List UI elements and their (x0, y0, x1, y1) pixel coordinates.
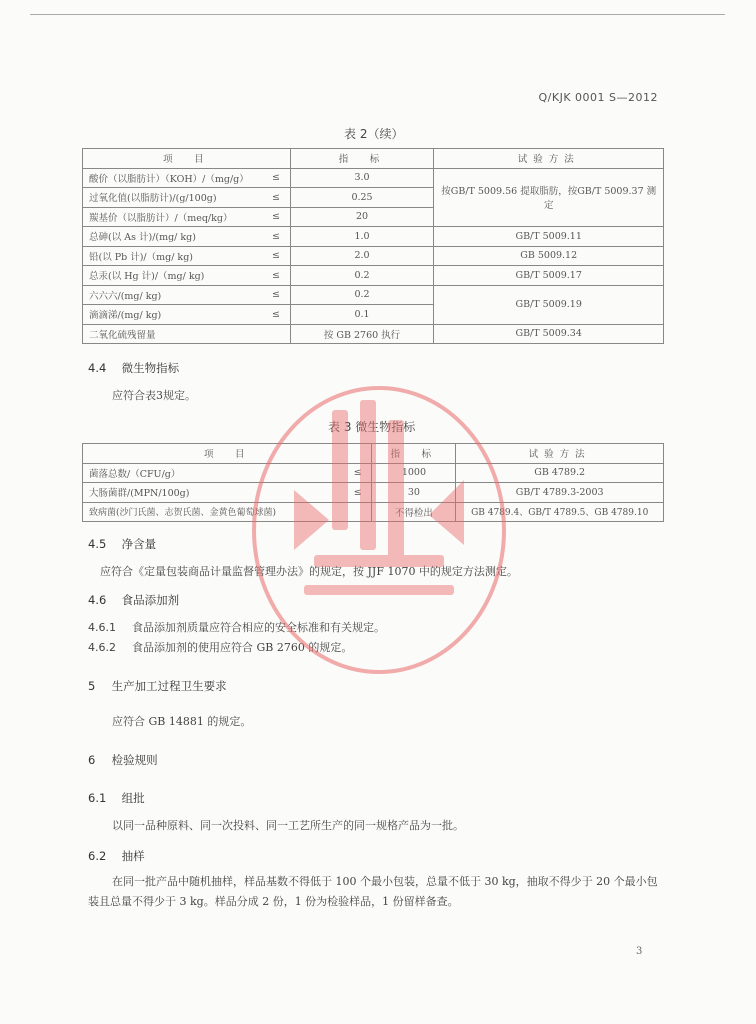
section-title: 组批 (121, 791, 145, 805)
cell-value: 不得检出 (372, 502, 456, 522)
table-row (83, 483, 664, 503)
cell-method: GB/T 5009.19 (434, 285, 664, 324)
section-title: 生产加工过程卫生要求 (111, 679, 227, 693)
table-row (83, 285, 664, 305)
table2-header-method: 试验方法 (434, 149, 664, 169)
section-text: 食品添加剂的使用应符合 GB 2760 的规定。 (132, 641, 353, 654)
cell-le: ≤ (262, 207, 290, 227)
section-number: 4.6.2 (88, 641, 116, 654)
table-row (83, 502, 664, 522)
table3-header-row (83, 444, 664, 464)
cell-value: 按 GB 2760 执行 (290, 324, 434, 344)
section-title: 净含量 (121, 537, 157, 551)
cell-item: 总汞(以 Hg 计)/（mg/ kg) (83, 266, 263, 286)
section-6-2-heading (88, 848, 145, 864)
cell-value: 0.25 (290, 188, 434, 208)
cell-le: ≤ (262, 168, 290, 188)
section-title: 检验规则 (111, 753, 158, 767)
cell-value: 0.1 (290, 305, 434, 325)
cell-value: 30 (372, 483, 456, 503)
cell-value: 2.0 (290, 246, 434, 266)
cell-item: 酸价（以脂肪计）（KOH）/（mg/g） (83, 168, 263, 188)
section-6-1-text: 以同一品种原料、同一次投料、同一工艺所生产的同一规格产品为一批。 (112, 819, 464, 832)
cell-le: ≤ (344, 463, 372, 483)
table-row (83, 227, 664, 247)
table-row (83, 463, 664, 483)
cell-method: GB 4789.4、GB/T 4789.5、GB 4789.10 (456, 502, 664, 522)
cell-value: 1.0 (290, 227, 434, 247)
section-title: 食品添加剂 (121, 593, 180, 607)
section-number: 6.1 (88, 791, 107, 805)
table2-header-row (83, 149, 664, 169)
section-5-text: 应符合 GB 14881 的规定。 (112, 715, 252, 728)
cell-method: GB/T 5009.17 (434, 266, 664, 286)
cell-method: GB/T 4789.3-2003 (456, 483, 664, 503)
section-6-1-heading (88, 790, 145, 806)
cell-le: ≤ (262, 266, 290, 286)
table3-header-method: 试验方法 (456, 444, 664, 464)
cell-le (344, 502, 372, 522)
cell-value: 3.0 (290, 168, 434, 188)
cell-value: 20 (290, 207, 434, 227)
section-6-heading (88, 752, 158, 768)
table2-header-item: 项 目 (83, 149, 291, 169)
table2 (82, 148, 664, 344)
section-4-6-2 (88, 638, 352, 658)
cell-item: 大肠菌群/(MPN/100g) (83, 483, 345, 503)
table3-header-item: 项 目 (83, 444, 372, 464)
section-4-4-text: 应符合表3规定。 (112, 389, 196, 402)
section-title: 抽样 (121, 849, 145, 863)
cell-le: ≤ (262, 246, 290, 266)
document-number: Q/KJK 0001 S—2012 (538, 91, 658, 104)
header-rule (30, 14, 725, 15)
cell-le: ≤ (262, 305, 290, 325)
cell-value: 0.2 (290, 285, 434, 305)
cell-item: 总砷(以 As 计)/(mg/ kg) (83, 227, 263, 247)
page-number: 3 (636, 946, 643, 957)
table-row (83, 246, 664, 266)
section-number: 6 (88, 753, 96, 767)
section-title: 微生物指标 (121, 361, 180, 375)
section-4-5-text: 应符合《定量包装商品计量监督管理办法》的规定，按 JJF 1070 中的规定方法测定。 (100, 565, 518, 578)
section-4-6-heading (88, 592, 179, 608)
section-number: 5 (88, 679, 96, 693)
section-text: 食品添加剂质量应符合相应的安全标准和有关规定。 (132, 621, 385, 634)
cell-method: GB/T 5009.11 (434, 227, 664, 247)
section-6-2-text: 在同一批产品中随机抽样，样品基数不得低于 100 个最小包装，总量不低于 30 kg，抽取不得少于 20 个最小包装且总量不得少于 3 kg。样品分成 2 份，1 份为检验样品，1 份留样备查。 (88, 875, 658, 908)
section-5-heading (88, 678, 227, 694)
cell-method: GB 5009.12 (434, 246, 664, 266)
section-4-6-1 (88, 618, 385, 638)
table2-caption: 表 2（续） (344, 127, 404, 141)
section-number: 4.6.1 (88, 621, 116, 634)
cell-item: 二氧化硫残留量 (83, 324, 263, 344)
table-row (83, 168, 664, 188)
cell-le: ≤ (262, 227, 290, 247)
cell-item: 过氧化值(以脂肪计)/(g/100g) (83, 188, 263, 208)
cell-method: GB 4789.2 (456, 463, 664, 483)
table3 (82, 443, 664, 522)
cell-le: ≤ (262, 188, 290, 208)
cell-item: 铅(以 Pb 计)/（mg/ kg) (83, 246, 263, 266)
section-4-4-heading (88, 360, 179, 376)
cell-item: 滴滴涕/(mg/ kg) (83, 305, 263, 325)
table3-header-value: 指 标 (372, 444, 456, 464)
table-row (83, 266, 664, 286)
section-number: 4.6 (88, 593, 107, 607)
section-number: 6.2 (88, 849, 107, 863)
section-number: 4.4 (88, 361, 107, 375)
cell-item: 羰基价（以脂肪计）/（meq/kg） (83, 207, 263, 227)
cell-value: 1000 (372, 463, 456, 483)
cell-item: 六六六/(mg/ kg) (83, 285, 263, 305)
section-4-5-heading (88, 536, 156, 552)
cell-item: 菌落总数/（CFU/g） (83, 463, 345, 483)
cell-value: 0.2 (290, 266, 434, 286)
cell-method: 按GB/T 5009.56 提取脂肪，按GB/T 5009.37 测定 (434, 168, 664, 227)
cell-le: ≤ (344, 483, 372, 503)
cell-le: ≤ (262, 285, 290, 305)
cell-le (262, 324, 290, 344)
cell-method: GB/T 5009.34 (434, 324, 664, 344)
table-row (83, 324, 664, 344)
table2-header-value: 指 标 (290, 149, 434, 169)
table3-caption: 表 3 微生物指标 (328, 420, 416, 434)
cell-item: 致病菌(沙门氏菌、志贺氏菌、金黄色葡萄球菌) (83, 502, 345, 522)
section-number: 4.5 (88, 537, 107, 551)
